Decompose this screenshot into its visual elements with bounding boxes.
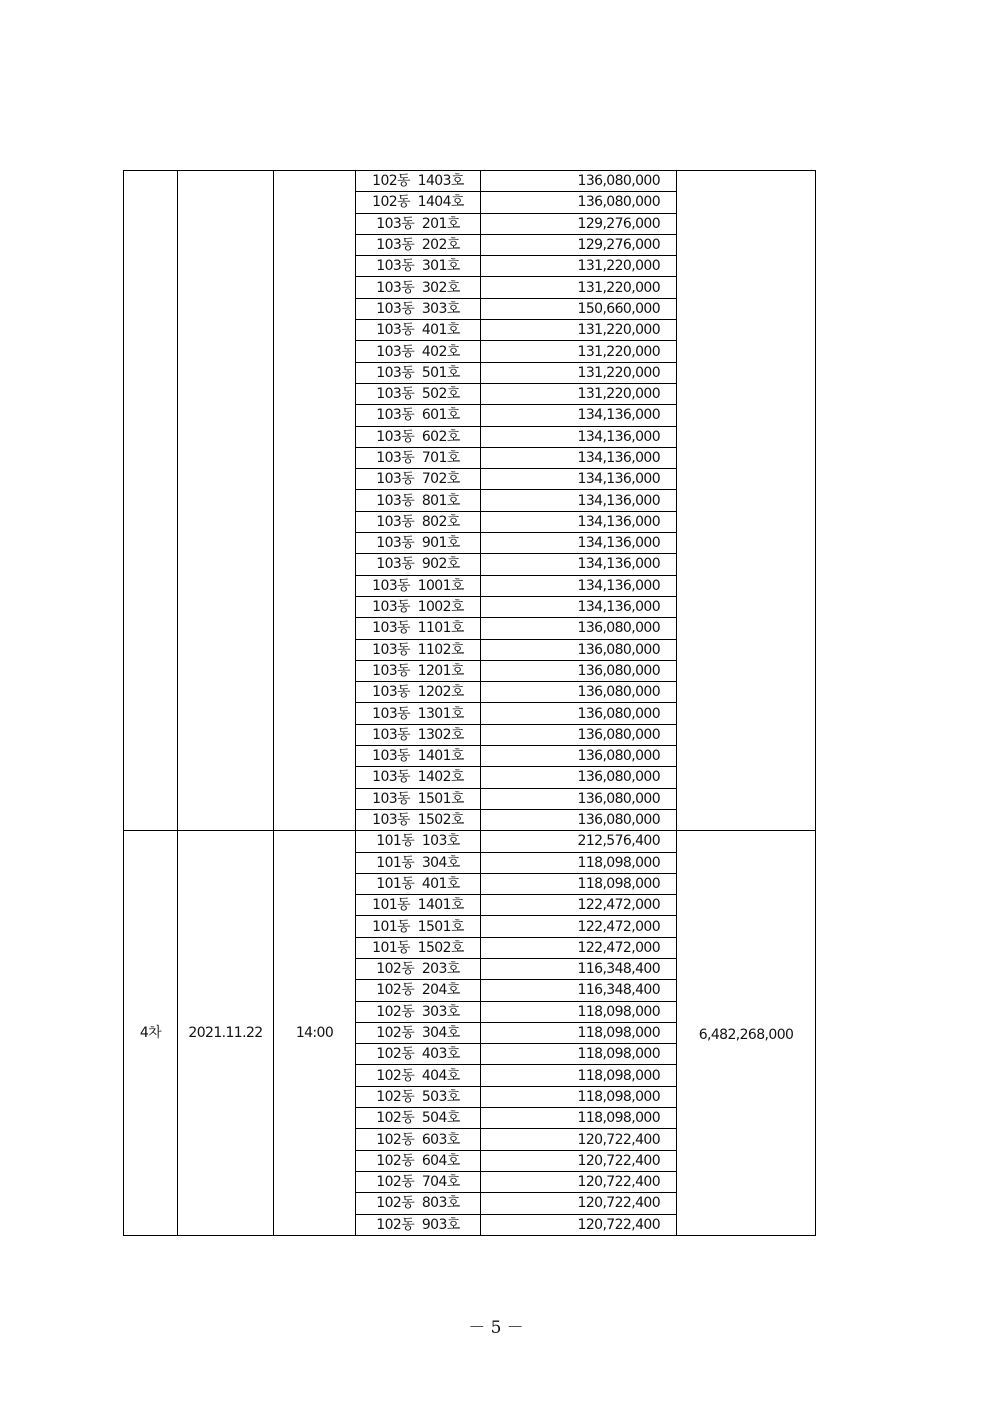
unit-cell: 101동 1502호 xyxy=(356,937,481,958)
unit-cell: 103동 402호 xyxy=(356,341,481,362)
table-body xyxy=(124,171,816,1236)
total-cell: 6,482,268,000 xyxy=(677,831,816,1236)
unit-cell: 103동 801호 xyxy=(356,490,481,511)
price-cell: 136,080,000 xyxy=(481,660,677,681)
unit-cell: 103동 1002호 xyxy=(356,596,481,617)
price-cell: 129,276,000 xyxy=(481,213,677,234)
unit-cell: 103동 1001호 xyxy=(356,575,481,596)
unit-cell: 103동 202호 xyxy=(356,234,481,255)
unit-cell: 102동 204호 xyxy=(356,980,481,1001)
unit-cell: 101동 1501호 xyxy=(356,916,481,937)
unit-cell: 102동 903호 xyxy=(356,1214,481,1235)
price-cell: 134,136,000 xyxy=(481,469,677,490)
price-cell: 136,080,000 xyxy=(481,788,677,809)
price-cell: 120,722,400 xyxy=(481,1150,677,1171)
unit-cell: 102동 603호 xyxy=(356,1129,481,1150)
unit-cell: 103동 303호 xyxy=(356,298,481,319)
price-cell: 131,220,000 xyxy=(481,277,677,298)
price-cell: 129,276,000 xyxy=(481,234,677,255)
unit-cell: 103동 701호 xyxy=(356,447,481,468)
date-cell xyxy=(178,171,274,831)
price-cell: 131,220,000 xyxy=(481,320,677,341)
price-cell: 136,080,000 xyxy=(481,746,677,767)
unit-cell: 103동 1502호 xyxy=(356,809,481,830)
price-cell: 150,660,000 xyxy=(481,298,677,319)
unit-cell: 102동 203호 xyxy=(356,958,481,979)
unit-cell: 102동 503호 xyxy=(356,1086,481,1107)
price-cell: 134,136,000 xyxy=(481,533,677,554)
price-cell: 116,348,400 xyxy=(481,980,677,1001)
price-cell: 134,136,000 xyxy=(481,596,677,617)
price-cell: 136,080,000 xyxy=(481,192,677,213)
price-cell: 118,098,000 xyxy=(481,1044,677,1065)
unit-cell: 103동 901호 xyxy=(356,533,481,554)
unit-cell: 103동 302호 xyxy=(356,277,481,298)
price-cell: 131,220,000 xyxy=(481,256,677,277)
price-cell: 118,098,000 xyxy=(481,852,677,873)
unit-cell: 103동 602호 xyxy=(356,426,481,447)
unit-cell: 103동 1401호 xyxy=(356,746,481,767)
price-cell: 134,136,000 xyxy=(481,405,677,426)
unit-cell: 103동 702호 xyxy=(356,469,481,490)
unit-cell: 103동 401호 xyxy=(356,320,481,341)
date-cell: 2021.11.22 xyxy=(178,831,274,1236)
unit-cell: 102동 404호 xyxy=(356,1065,481,1086)
price-cell: 131,220,000 xyxy=(481,383,677,404)
unit-cell: 103동 1101호 xyxy=(356,618,481,639)
price-cell: 134,136,000 xyxy=(481,511,677,532)
price-cell: 118,098,000 xyxy=(481,1022,677,1043)
unit-cell: 102동 803호 xyxy=(356,1193,481,1214)
price-cell: 120,722,400 xyxy=(481,1214,677,1235)
unit-cell: 103동 502호 xyxy=(356,383,481,404)
round-cell: 4차 xyxy=(124,831,178,1236)
price-cell: 120,722,400 xyxy=(481,1129,677,1150)
unit-cell: 103동 301호 xyxy=(356,256,481,277)
price-cell: 122,472,000 xyxy=(481,937,677,958)
unit-cell: 102동 1403호 xyxy=(356,171,481,192)
unit-cell: 102동 304호 xyxy=(356,1022,481,1043)
table-row xyxy=(124,831,816,852)
price-cell: 120,722,400 xyxy=(481,1193,677,1214)
price-cell: 122,472,000 xyxy=(481,895,677,916)
price-cell: 136,080,000 xyxy=(481,703,677,724)
price-cell: 136,080,000 xyxy=(481,767,677,788)
page-number: － 5 － xyxy=(468,1318,524,1338)
price-cell: 136,080,000 xyxy=(481,809,677,830)
unit-cell: 103동 601호 xyxy=(356,405,481,426)
unit-cell: 103동 1201호 xyxy=(356,660,481,681)
unit-cell: 102동 604호 xyxy=(356,1150,481,1171)
total-cell xyxy=(677,171,816,831)
unit-cell: 103동 902호 xyxy=(356,554,481,575)
price-cell: 120,722,400 xyxy=(481,1171,677,1192)
unit-cell: 101동 401호 xyxy=(356,873,481,894)
price-cell: 134,136,000 xyxy=(481,490,677,511)
unit-cell: 102동 303호 xyxy=(356,1001,481,1022)
unit-cell: 103동 1501호 xyxy=(356,788,481,809)
unit-cell: 103동 501호 xyxy=(356,362,481,383)
price-cell: 136,080,000 xyxy=(481,171,677,192)
price-cell: 118,098,000 xyxy=(481,1065,677,1086)
unit-cell: 103동 201호 xyxy=(356,213,481,234)
unit-cell: 102동 704호 xyxy=(356,1171,481,1192)
unit-cell: 101동 304호 xyxy=(356,852,481,873)
unit-cell: 103동 1302호 xyxy=(356,724,481,745)
unit-cell: 102동 504호 xyxy=(356,1108,481,1129)
unit-cell: 102동 403호 xyxy=(356,1044,481,1065)
price-cell: 118,098,000 xyxy=(481,1001,677,1022)
unit-cell: 101동 1401호 xyxy=(356,895,481,916)
price-cell: 134,136,000 xyxy=(481,575,677,596)
price-cell: 122,472,000 xyxy=(481,916,677,937)
price-cell: 134,136,000 xyxy=(481,447,677,468)
price-cell: 136,080,000 xyxy=(481,618,677,639)
unit-cell: 103동 1301호 xyxy=(356,703,481,724)
price-cell: 118,098,000 xyxy=(481,1086,677,1107)
price-cell: 131,220,000 xyxy=(481,362,677,383)
price-cell: 134,136,000 xyxy=(481,426,677,447)
unit-cell: 103동 1402호 xyxy=(356,767,481,788)
auction-schedule-table xyxy=(123,170,816,1236)
price-cell: 136,080,000 xyxy=(481,639,677,660)
unit-cell: 103동 802호 xyxy=(356,511,481,532)
price-cell: 118,098,000 xyxy=(481,1108,677,1129)
time-cell xyxy=(274,171,356,831)
table-row xyxy=(124,171,816,192)
price-cell: 118,098,000 xyxy=(481,873,677,894)
unit-cell: 103동 1202호 xyxy=(356,682,481,703)
time-cell: 14:00 xyxy=(274,831,356,1236)
price-cell: 212,576,400 xyxy=(481,831,677,852)
price-cell: 131,220,000 xyxy=(481,341,677,362)
unit-cell: 102동 1404호 xyxy=(356,192,481,213)
price-cell: 134,136,000 xyxy=(481,554,677,575)
unit-cell: 101동 103호 xyxy=(356,831,481,852)
unit-cell: 103동 1102호 xyxy=(356,639,481,660)
price-cell: 136,080,000 xyxy=(481,682,677,703)
price-cell: 116,348,400 xyxy=(481,958,677,979)
round-cell xyxy=(124,171,178,831)
price-cell: 136,080,000 xyxy=(481,724,677,745)
